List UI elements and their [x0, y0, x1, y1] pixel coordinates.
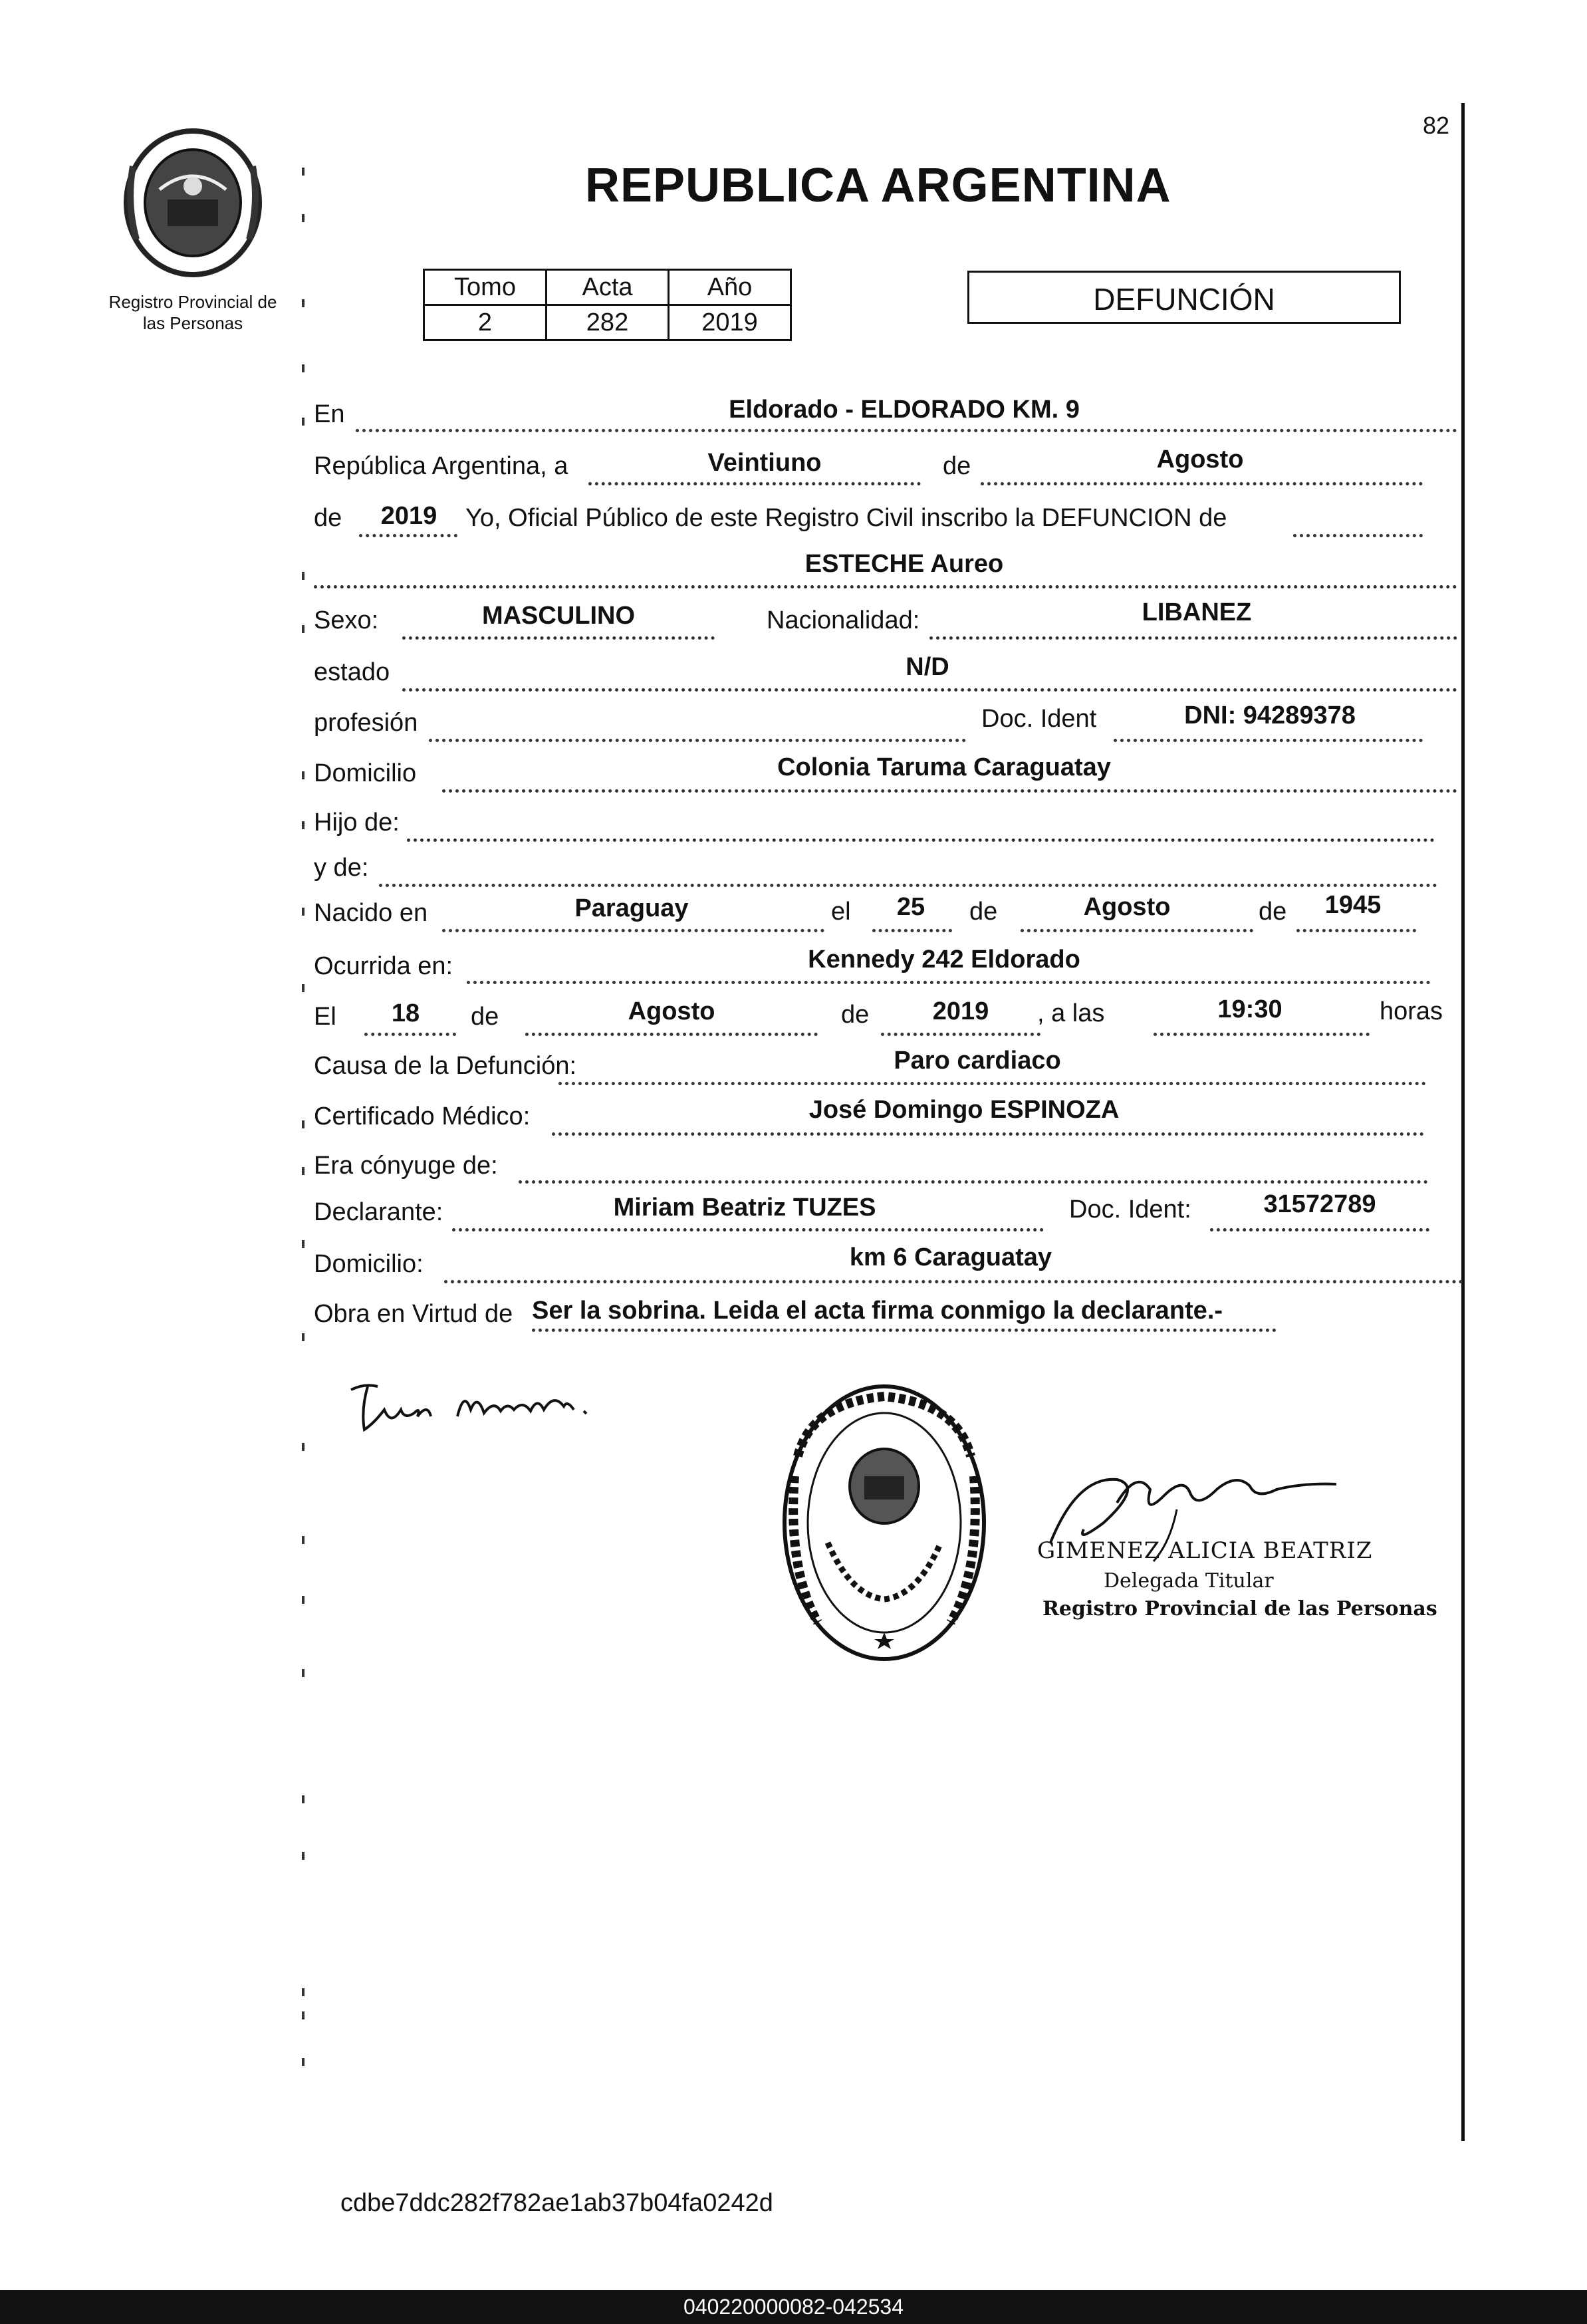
- margin-mark: [302, 2011, 305, 2019]
- registry-stamp-icon: [771, 1370, 997, 1682]
- de-label: de: [969, 898, 998, 926]
- sexo-label: Sexo:: [314, 606, 379, 634]
- ocurrida-label: Ocurrida en:: [314, 952, 453, 980]
- birth-month-value: Agosto: [1083, 893, 1171, 921]
- de-label: de: [943, 452, 971, 480]
- province-seal-icon: [120, 126, 266, 279]
- acta-header: Acta: [547, 270, 669, 305]
- en-label: En: [314, 400, 345, 428]
- margin-mark: [302, 1536, 305, 1544]
- ocurrida-value: Kennedy 242 Eldorado: [808, 946, 1080, 973]
- margin-mark: [302, 299, 305, 307]
- dotted-line: [558, 1082, 1426, 1085]
- birthplace-value: Paraguay: [574, 894, 689, 922]
- certificado-value: José Domingo ESPINOZA: [808, 1096, 1120, 1124]
- dni-value: DNI: 94289378: [1184, 702, 1356, 729]
- dotted-line: [356, 429, 1457, 432]
- dotted-line: [467, 981, 1431, 984]
- dotted-line: [1154, 1033, 1370, 1036]
- causa-value: Paro cardiaco: [894, 1047, 1061, 1075]
- dotted-line: [552, 1132, 1424, 1136]
- republica-label: República Argentina, a: [314, 452, 568, 480]
- obra-label: Obra en Virtud de: [314, 1300, 513, 1328]
- book-record-table: [423, 269, 792, 341]
- domicilio2-label: Domicilio:: [314, 1250, 424, 1278]
- dotted-line: [525, 1033, 818, 1036]
- dotted-line: [452, 1228, 1044, 1231]
- death-year-value: 2019: [932, 997, 989, 1025]
- domicilio-label: Domicilio: [314, 759, 417, 787]
- dotted-line: [929, 636, 1457, 640]
- el-label: el: [831, 898, 851, 926]
- margin-mark: [302, 1240, 305, 1248]
- margin-mark: [302, 214, 305, 222]
- margin-mark: [302, 2058, 305, 2066]
- a-las-label: , a las: [1037, 999, 1105, 1027]
- certificado-label: Certificado Médico:: [314, 1102, 531, 1130]
- de-label: de: [471, 1003, 499, 1031]
- estado-value: N/D: [906, 653, 949, 681]
- dotted-line: [1210, 1228, 1429, 1231]
- dotted-line: [444, 1280, 1463, 1283]
- conyuge-label: Era cónyuge de:: [314, 1152, 498, 1180]
- horas-label: horas: [1380, 997, 1443, 1025]
- dotted-line: [1293, 534, 1423, 537]
- margin-mark: [302, 771, 305, 779]
- anio-header: Año: [669, 270, 791, 305]
- official-role: Delegada Titular: [1104, 1569, 1274, 1593]
- dotted-line: [1114, 739, 1423, 742]
- official-office: Registro Provincial de las Personas: [1042, 1597, 1437, 1620]
- margin-mark: [302, 418, 305, 426]
- margin-mark: [302, 908, 305, 916]
- margin-mark: [302, 364, 305, 372]
- de-label: de: [314, 504, 342, 532]
- dotted-line: [1296, 929, 1416, 932]
- declarante-doc-value: 31572789: [1263, 1190, 1376, 1218]
- page-number: 82: [1423, 112, 1450, 139]
- registry-caption-line1: Registro Provincial de: [108, 292, 277, 312]
- domicilio-value: Colonia Taruma Caraguatay: [777, 753, 1111, 781]
- profesion-label: profesión: [314, 709, 418, 737]
- el-label: El: [314, 1003, 336, 1031]
- dotted-line: [379, 884, 1437, 887]
- birth-day-value: 25: [896, 893, 925, 921]
- month-value: Agosto: [1156, 446, 1244, 473]
- registry-caption-line2: las Personas: [142, 313, 243, 333]
- margin-mark: [302, 821, 305, 829]
- death-day-value: 18: [391, 999, 420, 1027]
- margin-mark: [302, 1852, 305, 1860]
- margin-mark: [302, 1596, 305, 1604]
- declarant-signature-icon: [338, 1370, 617, 1443]
- domicilio2-value: km 6 Caraguatay: [849, 1243, 1052, 1271]
- margin-mark: [302, 168, 305, 176]
- dotted-line: [442, 929, 824, 932]
- dotted-line: [402, 636, 715, 640]
- margin-mark: [302, 1443, 305, 1451]
- dotted-line: [314, 585, 1457, 588]
- tomo-value: 2: [424, 305, 547, 340]
- margin-mark: [302, 984, 305, 992]
- dotted-line: [588, 482, 921, 485]
- death-month-value: Agosto: [628, 997, 715, 1025]
- dotted-line: [981, 482, 1423, 485]
- nacionalidad-label: Nacionalidad:: [767, 606, 920, 634]
- nacido-label: Nacido en: [314, 899, 428, 927]
- page-title: REPUBLICA ARGENTINA: [585, 159, 1171, 212]
- doc-ident-label: Doc. Ident: [981, 705, 1097, 733]
- deceased-name: ESTECHE Aureo: [804, 550, 1004, 578]
- declarante-doc-label: Doc. Ident:: [1069, 1196, 1191, 1224]
- margin-mark: [302, 1988, 305, 1996]
- obra-value: Ser la sobrina. Leida el acta firma conmigo la declarante.-: [532, 1297, 1223, 1325]
- margin-mark: [302, 1120, 305, 1128]
- place-value: Eldorado - ELDORADO KM. 9: [729, 396, 1080, 424]
- tomo-header: Tomo: [424, 270, 547, 305]
- dotted-line: [532, 1329, 1277, 1332]
- inscription-text: Yo, Oficial Público de este Registro Civil inscribo la DEFUNCION de: [465, 504, 1227, 532]
- anio-value: 2019: [669, 305, 791, 340]
- margin-mark: [302, 1795, 305, 1803]
- declarante-label: Declarante:: [314, 1198, 443, 1226]
- causa-label: Causa de la Defunción:: [314, 1052, 577, 1080]
- dotted-line: [881, 1033, 1040, 1036]
- official-name: GIMENEZ ALICIA BEATRIZ: [1037, 1537, 1373, 1564]
- year-value: 2019: [380, 502, 437, 530]
- death-time-value: 19:30: [1217, 995, 1282, 1023]
- dotted-line: [519, 1180, 1428, 1184]
- margin-mark: [302, 625, 305, 633]
- dotted-line: [407, 839, 1435, 842]
- dotted-line: [402, 688, 1457, 692]
- nacionalidad-value: LIBANEZ: [1142, 598, 1252, 626]
- margin-mark: [302, 572, 305, 580]
- day-words-value: Veintiuno: [707, 449, 822, 477]
- margin-mark: [302, 1167, 305, 1175]
- registry-caption: [86, 291, 299, 334]
- declarante-value: Miriam Beatriz TUZES: [613, 1194, 876, 1222]
- record-type-box: DEFUNCIÓN: [967, 271, 1401, 324]
- margin-mark: [302, 1333, 305, 1341]
- margin-mark: [302, 1669, 305, 1677]
- dotted-line: [872, 929, 952, 932]
- footer-code: 040220000082-042534: [683, 2295, 904, 2319]
- margin-rule: [1461, 103, 1465, 2141]
- de-label: de: [841, 1001, 870, 1029]
- document-hash: cdbe7ddc282f782ae1ab37b04fa0242d: [340, 2189, 773, 2217]
- sexo-value: MASCULINO: [481, 602, 636, 630]
- y-de-label: y de:: [314, 854, 369, 882]
- dotted-line: [1021, 929, 1253, 932]
- dotted-line: [429, 739, 966, 742]
- dotted-line: [364, 1033, 456, 1036]
- de-label: de: [1259, 898, 1287, 926]
- hijo-de-label: Hijo de:: [314, 809, 400, 837]
- dotted-line: [359, 534, 457, 537]
- birth-year-value: 1945: [1324, 891, 1382, 919]
- acta-value: 282: [547, 305, 669, 340]
- estado-label: estado: [314, 658, 390, 686]
- dotted-line: [442, 789, 1457, 793]
